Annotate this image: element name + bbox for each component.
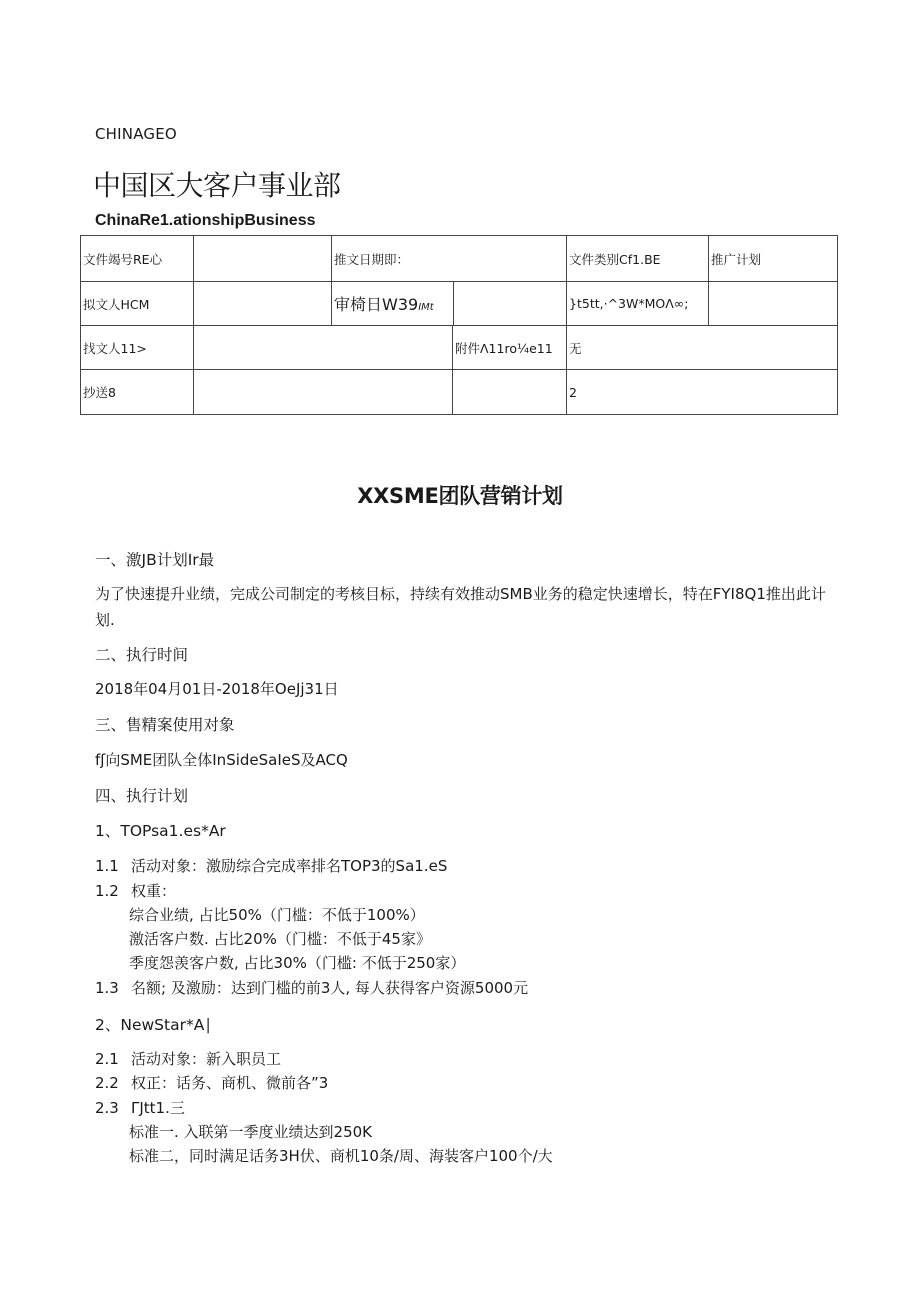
approval-label: }t5tt,·^3W*MOΛ∞; bbox=[567, 282, 709, 326]
doc-number-value bbox=[194, 236, 332, 282]
document-meta-table bbox=[80, 235, 838, 415]
cc-extra bbox=[453, 370, 567, 415]
reviewer-label: 审椅日W39IMt bbox=[332, 282, 454, 326]
department-title: 中国区大客户事业部 bbox=[93, 169, 341, 202]
meta-row bbox=[81, 370, 838, 415]
sender-label: 找文人11> bbox=[81, 326, 194, 370]
cc-label: 抄送8 bbox=[81, 370, 194, 415]
standard-item: 标准一. 入联第一季度业绩达到250K bbox=[129, 1123, 373, 1141]
issue-date-label: 推文日期即： bbox=[332, 236, 567, 282]
page-count: 2 bbox=[567, 370, 838, 415]
list-item: 2.2 权正：话务、商机、微前各”3 bbox=[95, 1074, 329, 1092]
plan-2-heading: 2、NewStar*A∣ bbox=[95, 1016, 213, 1034]
document-title: XXSME团队营销计划 bbox=[357, 484, 563, 508]
section-2-body: 2018年04月01日-2018年OeJj31日 bbox=[95, 680, 339, 698]
doc-category-label: 文件类别Cf1.BE bbox=[567, 236, 709, 282]
section-3-heading: 三、售精案使用对象 bbox=[95, 716, 235, 734]
section-3-body: fʃ向SME团队全体InSideSaIeS及ACQ bbox=[95, 751, 348, 769]
standard-item: 标准二，同时满足话务3H伏、商机10条/周、海装客户100个/大 bbox=[129, 1147, 553, 1165]
weight-item: 季度怨羡客户数, 占比30%（门槛: 不低于250家） bbox=[129, 954, 466, 972]
drafter-value bbox=[194, 282, 332, 326]
doc-number-label: 文件竭号RE心 bbox=[81, 236, 194, 282]
list-item: 1.2 权重： bbox=[95, 882, 177, 900]
attachment-value: 无 bbox=[567, 326, 838, 370]
list-item: 2.3 ΓJtt1.三 bbox=[95, 1099, 185, 1117]
approval-value bbox=[709, 282, 838, 326]
section-4-heading: 四、执行计划 bbox=[95, 787, 189, 805]
section-2-heading: 二、执行时间 bbox=[95, 646, 189, 664]
section-1-heading: 一、激JB计划Ir最 bbox=[95, 551, 215, 569]
weight-item: 综合业绩, 占比50%（门槛：不低于100%） bbox=[129, 906, 425, 924]
section-1-body: 为了快速提升业绩，完成公司制定的考核目标，持续有效推动SMB业务的稳定快速增长，特在FYI8Q1推出此计划. bbox=[95, 585, 826, 629]
list-item: 2.1 活动对象：新入职员工 bbox=[95, 1050, 282, 1068]
sender-value bbox=[194, 326, 453, 370]
cc-value bbox=[194, 370, 453, 415]
meta-row bbox=[81, 282, 838, 326]
reviewer-value bbox=[454, 282, 567, 326]
meta-row bbox=[81, 236, 838, 282]
doc-category-value: 推广计划 bbox=[709, 236, 838, 282]
department-title-en: ChinaRe1.ationshipBusiness bbox=[95, 212, 316, 229]
list-item: 1.3 名额; 及激励：达到门槛的前3人, 每人获得客户资源5000元 bbox=[95, 979, 529, 997]
plan-1-heading: 1、TOPsa1.es*Ar bbox=[95, 822, 226, 840]
meta-row bbox=[81, 326, 838, 370]
list-item: 1.1 活动对象：激励综合完成率排名TOP3的Sa1.eS bbox=[95, 857, 448, 875]
weight-item: 激活客户数. 占比20%（门槛：不低于45家》 bbox=[129, 930, 431, 948]
org-name: CHINAGEO bbox=[95, 125, 177, 143]
attachment-label: 附件Λ11ro¼e11 bbox=[453, 326, 567, 370]
drafter-label: 拟文人HCM bbox=[81, 282, 194, 326]
